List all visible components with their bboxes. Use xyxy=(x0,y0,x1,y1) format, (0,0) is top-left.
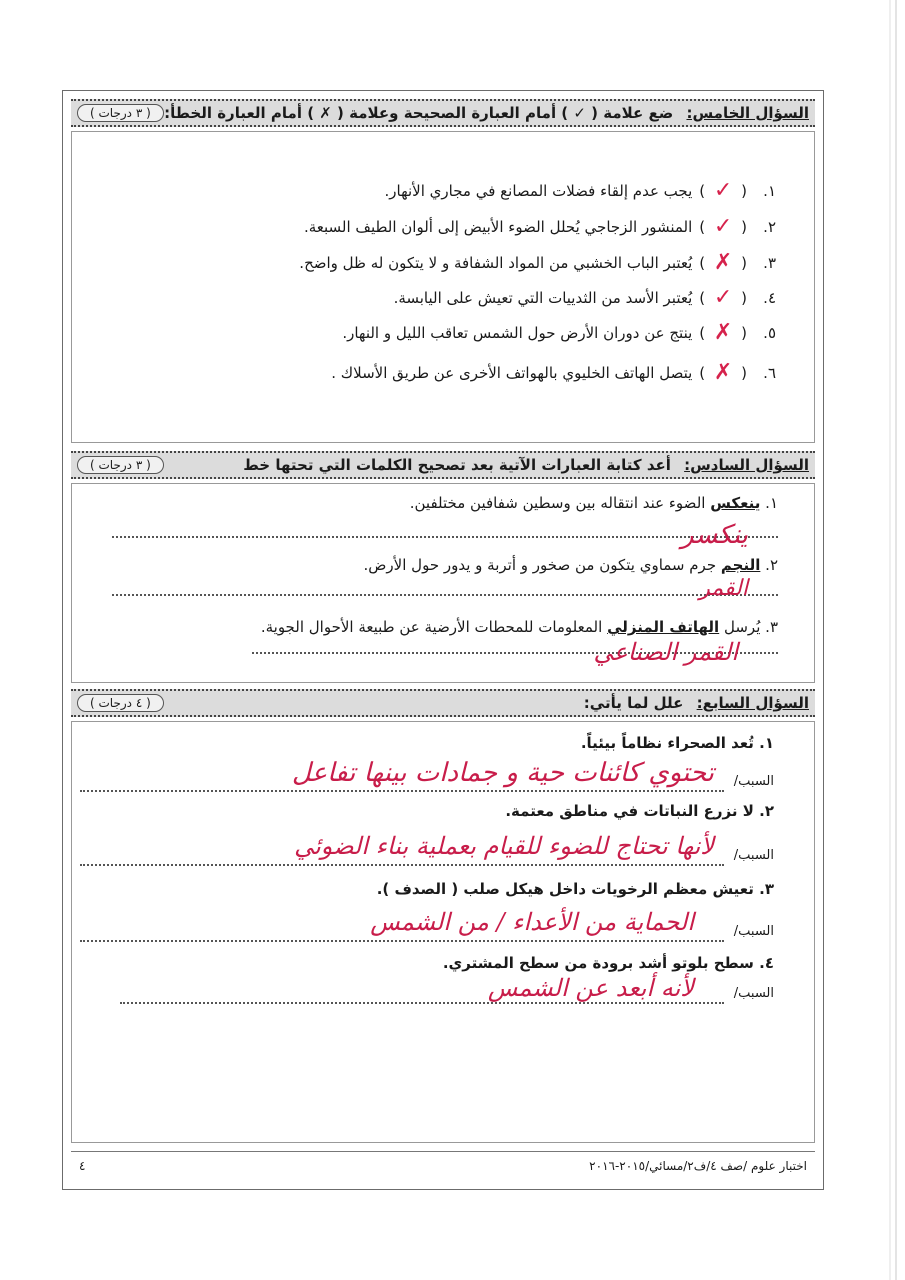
item-number: ٤. xyxy=(759,954,774,972)
q5-body xyxy=(71,131,815,443)
answer-line xyxy=(120,1002,724,1004)
page-number: ٤ xyxy=(79,1159,86,1173)
q7-title xyxy=(584,694,809,712)
question-text: تُعد الصحراء نظاماً بيئياً. xyxy=(580,734,754,752)
item-number: ٣. xyxy=(763,254,776,272)
item-number: ٤. xyxy=(763,289,776,307)
reason-label: السبب/ xyxy=(733,774,774,789)
handwritten-answer: الحماية من الأعداء / من الشمس xyxy=(370,908,694,936)
tf-item xyxy=(342,322,776,344)
answer-line xyxy=(80,940,724,942)
page-footer xyxy=(71,1151,815,1180)
statement: يُعتبر الباب الخشبي من المواد الشفافة و لا يتكون له ظل واضح. xyxy=(299,254,693,272)
open-paren: ( xyxy=(741,289,747,307)
sentence-rest: المعلومات للمحطات الأرضية عن طبيعة الأحوال الجوية. xyxy=(260,618,603,636)
q5-marks: ( ٣ درجات ) xyxy=(77,104,164,122)
item-number: ٢. xyxy=(765,556,778,574)
handwritten-answer: تحتوي كائنات حية و جمادات بينها تفاعل xyxy=(291,758,714,788)
close-paren: ) xyxy=(699,182,706,200)
statement: المنشور الزجاجي يُحلل الضوء الأبيض إلى ألوان الطيف السبعة. xyxy=(303,218,693,236)
cross-mark: ✗ xyxy=(713,250,733,275)
tf-item xyxy=(299,252,776,274)
reason-question xyxy=(443,954,774,972)
close-paren: ) xyxy=(699,218,706,236)
cross-mark: ✗ xyxy=(713,360,733,385)
item-number: ٢. xyxy=(759,802,774,820)
sentence-prefix: يُرسل xyxy=(723,618,761,636)
exam-sheet xyxy=(62,90,824,1190)
check-mark: ✓ xyxy=(713,214,733,239)
answer-line xyxy=(112,594,778,596)
q6-marks: ( ٣ درجات ) xyxy=(77,456,164,474)
item-number: ٦. xyxy=(763,364,776,382)
item-number: ١. xyxy=(759,734,774,752)
tf-item xyxy=(304,216,776,238)
q7-header xyxy=(71,689,815,717)
cross-mark: ✗ xyxy=(713,320,733,345)
handwritten-answer: القمر الصناعي xyxy=(593,638,738,666)
correction-item xyxy=(112,618,778,678)
reason-question xyxy=(581,734,774,752)
item-number: ١. xyxy=(765,494,778,512)
tf-item xyxy=(394,287,776,309)
scan-edge xyxy=(889,0,891,1280)
q6-label: السؤال السادس: xyxy=(684,456,809,474)
item-number: ٣. xyxy=(765,618,778,636)
question-text: لا نزرع النباتات في مناطق معتمة. xyxy=(505,802,754,820)
q5-instruction: ضع علامة ( ✓ ) أمام العبارة الصحيحة وعلامة ( ✗ ) أمام العبارة الخطأ: xyxy=(164,104,674,122)
underlined-word: الهاتف المنزلي xyxy=(607,618,720,636)
q6-body xyxy=(71,483,815,683)
q7-body xyxy=(71,721,815,1143)
tf-item xyxy=(331,362,776,384)
reason-question xyxy=(377,880,774,898)
question-text: سطح بلوتو أشد برودة من سطح المشتري. xyxy=(442,954,754,972)
statement: يُعتبر الأسد من الثدييات التي تعيش على اليابسة. xyxy=(393,289,693,307)
close-paren: ) xyxy=(699,324,706,342)
check-mark: ✓ xyxy=(713,178,733,203)
open-paren: ( xyxy=(741,254,747,272)
q5-header xyxy=(71,99,815,127)
underlined-word: النجم xyxy=(720,556,761,574)
reason-label: السبب/ xyxy=(733,986,774,1001)
question-text: تعيش معظم الرخويات داخل هيكل صلب ( الصدف ). xyxy=(376,880,754,898)
handwritten-answer: لأنه أبعد عن الشمس xyxy=(487,974,694,1002)
scan-edge xyxy=(895,0,897,1280)
reason-label: السبب/ xyxy=(733,848,774,863)
item-number: ١. xyxy=(763,182,776,200)
q6-header xyxy=(71,451,815,479)
q7-label: السؤال السابع: xyxy=(696,694,809,712)
reason-question xyxy=(505,802,774,820)
q5-title xyxy=(164,104,809,122)
sentence-rest: الضوء عند انتقاله بين وسطين شفافين مختلفين. xyxy=(409,494,706,512)
answer-line xyxy=(80,790,724,792)
q7-instruction: علل لما يأتي: xyxy=(583,694,684,712)
item-number: ٣. xyxy=(759,880,774,898)
item-number: ٢. xyxy=(763,218,776,236)
close-paren: ) xyxy=(699,289,706,307)
statement: ينتج عن دوران الأرض حول الشمس تعاقب الليل و النهار. xyxy=(342,324,693,342)
answer-line xyxy=(80,864,724,866)
close-paren: ) xyxy=(699,254,706,272)
reason-label: السبب/ xyxy=(733,924,774,939)
check-mark: ✓ xyxy=(713,285,733,310)
open-paren: ( xyxy=(741,364,747,382)
q6-title xyxy=(243,456,809,474)
statement: يجب عدم إلقاء فضلات المصانع في مجاري الأنهار. xyxy=(384,182,693,200)
q6-instruction: أعد كتابة العبارات الآتية بعد تصحيح الكلمات التي تحتها خط xyxy=(243,456,671,474)
open-paren: ( xyxy=(741,218,747,236)
handwritten-answer: لأنها تحتاج للضوء للقيام بعملية بناء الضوئي xyxy=(294,832,714,860)
sentence-rest: جرم سماوي يتكون من صخور و أتربة و يدور حول الأرض. xyxy=(363,556,717,574)
statement: يتصل الهاتف الخليوي بالهواتف الأخرى عن طريق الأسلاك . xyxy=(331,364,693,382)
footer-exam-title: اختبار علوم /صف ٤/ف٢/مسائي/٢٠١٥-٢٠١٦ xyxy=(589,1159,807,1173)
open-paren: ( xyxy=(741,324,747,342)
open-paren: ( xyxy=(741,182,747,200)
q5-label: السؤال الخامس: xyxy=(686,104,809,122)
handwritten-answer: القمر xyxy=(699,576,748,601)
correction-item xyxy=(112,556,778,612)
underlined-word: ينعكس xyxy=(710,494,761,512)
answer-line xyxy=(112,536,778,538)
handwritten-answer: ينكسر xyxy=(681,520,748,550)
tf-item xyxy=(385,180,776,202)
close-paren: ) xyxy=(699,364,706,382)
correction-item xyxy=(112,494,778,550)
q7-marks: ( ٤ درجات ) xyxy=(77,694,164,712)
item-number: ٥. xyxy=(763,324,776,342)
